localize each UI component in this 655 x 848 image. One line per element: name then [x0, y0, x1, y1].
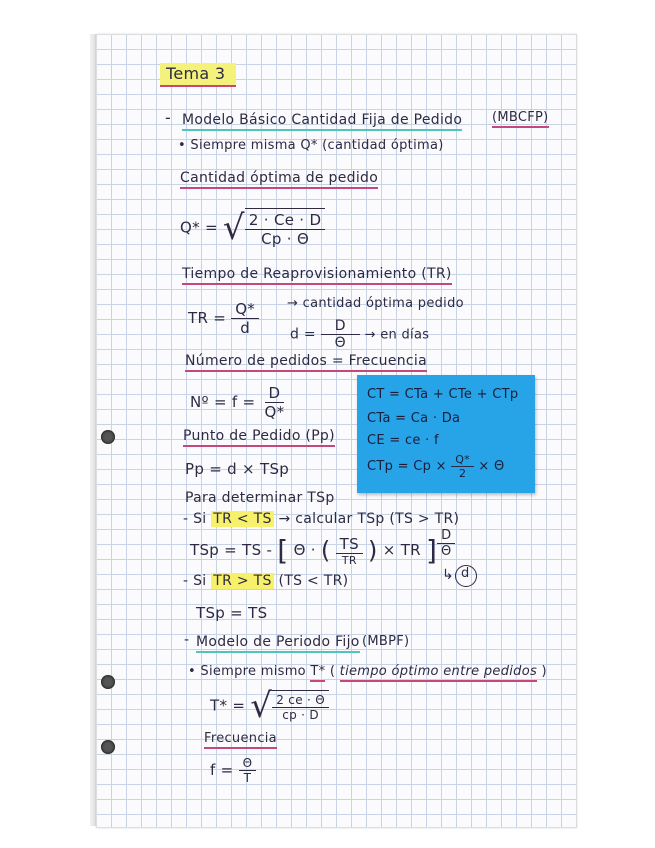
frac-denominator: TR: [341, 553, 357, 567]
sticky-line-cta: CTa = Ca · Da: [367, 411, 461, 426]
heading-numero-pedidos: Número de pedidos = Frecuencia: [185, 353, 427, 372]
frac-denominator: d: [240, 319, 251, 337]
binder-hole: [101, 675, 115, 689]
bullet-text: • Siempre mismo: [188, 664, 306, 679]
frac-denominator: T: [243, 771, 252, 785]
bullet-paren-close: ): [541, 664, 547, 679]
frac-numerator: 2 · Ce · D: [245, 211, 325, 230]
frac-denominator: Q*: [264, 403, 285, 421]
frac-denominator: 2: [458, 467, 467, 480]
frac-numerator: D: [437, 528, 455, 544]
dash-marker: - Si: [183, 511, 207, 527]
section-heading-mbcfp: Modelo Básico Cantidad Fija de Pedido: [182, 112, 462, 131]
section-abbr-mbcfp: (MBCFP): [492, 110, 549, 128]
sticky-line-ct: CT = CTa + CTe + CTp: [367, 387, 519, 402]
heading-cantidad-optima: Cantidad óptima de pedido: [180, 170, 378, 189]
formula-pp: Pp = d × TSp: [185, 460, 290, 478]
sticky-note-costes: [357, 375, 535, 493]
bullet-note: tiempo óptimo entre pedidos: [340, 664, 537, 682]
heading-para-determinar: Para determinar TSp: [185, 490, 335, 506]
formula-rhs: × Θ: [478, 459, 505, 474]
formula-t-star: [210, 686, 329, 726]
page-title: Tema 3: [166, 64, 226, 83]
heading-tiempo-reaprovisionamiento: Tiempo de Reaprovisionamiento (TR): [182, 266, 452, 285]
frac-numerator: D: [265, 384, 285, 403]
frac-numerator: TS: [336, 535, 363, 554]
case-rest: → calcular TSp (TS > TR): [278, 511, 460, 527]
dash-marker: -: [184, 632, 190, 648]
sticky-line-ctp: [367, 453, 505, 480]
sqrt-symbol: √ $\frac{2 \cdot Ce \cdot D}{Cp \cdot \Theta}$: [223, 208, 325, 248]
dash-marker: - Si: [183, 573, 207, 589]
binder-hole: [101, 740, 115, 754]
frac-numerator: Θ: [239, 756, 257, 771]
highlight-tr-gt-ts: TR > TS: [213, 573, 272, 589]
case-tr-menor-ts: [183, 511, 459, 527]
sqrt-symbol: √ $\frac{2 ce \cdot \Theta}{cp \cdot D}$: [250, 690, 329, 722]
frac-numerator: D: [321, 318, 360, 335]
side-note-circled-d: d: [461, 566, 470, 581]
formula-lhs: CTp = Cp ×: [367, 459, 447, 474]
bullet-siempre-t: [188, 664, 547, 679]
formula-lhs: TR =: [188, 309, 227, 327]
frac-denominator: Cp · Θ: [261, 230, 310, 248]
bullet-var: T*: [310, 664, 325, 682]
section-abbr-mbpf: (MBPF): [362, 634, 410, 649]
frac-numerator: Q*: [231, 300, 259, 319]
case-tr-mayor-ts: [183, 573, 348, 589]
frac-denominator: Θ: [334, 335, 346, 351]
highlight-tr-lt-ts: TR < TS: [213, 511, 272, 527]
binder-hole: [101, 430, 115, 444]
formula-tr: [188, 300, 259, 337]
bullet-siempre-q: • Siempre misma Q* (cantidad óptima): [178, 138, 444, 153]
section-heading-mbpf: Modelo de Periodo Fijo: [196, 634, 360, 653]
formula-d: [290, 318, 429, 351]
formula-lhs: d =: [290, 326, 316, 343]
formula-lhs: Nº = f =: [190, 393, 256, 411]
frac-numerator: 2 ce · Θ: [272, 693, 329, 708]
bullet-paren: (: [329, 664, 336, 679]
formula-tsp-case2: TSp = TS: [196, 604, 268, 622]
side-note-arrow: ↳: [442, 567, 455, 583]
sticky-line-ce: CE = ce · f: [367, 433, 439, 448]
frac-numerator: Q*: [451, 453, 474, 467]
formula-f: [210, 756, 256, 785]
case-rest: (TS < TR): [278, 573, 349, 589]
frac-denominator: cp · D: [282, 708, 319, 722]
formula-lhs: f =: [210, 761, 234, 779]
formula-tsp-case1: TSp = TS - [ Θ · ( $\frac{TS}{TR}$ ) × TR ]: [190, 534, 438, 567]
note-en-dias: → en días: [364, 327, 430, 343]
formula-lhs: T* =: [210, 696, 246, 715]
formula-rhs: × TR: [382, 541, 421, 559]
frac-denominator: Θ: [441, 544, 452, 559]
formula-frecuencia-n: [190, 384, 288, 421]
formula-lhs: Q* =: [180, 218, 218, 237]
heading-punto-pedido: Punto de Pedido (Pp): [183, 428, 335, 447]
note-cantidad-optima: → cantidad óptima pedido: [287, 296, 464, 311]
formula-q-star: [180, 208, 325, 248]
side-note-fraction: [437, 528, 456, 559]
formula-inner-lhs: Θ ·: [293, 541, 316, 559]
heading-frecuencia: Frecuencia: [204, 731, 277, 749]
formula-lhs: TSp = TS -: [190, 541, 273, 559]
dash-marker: -: [165, 108, 172, 127]
